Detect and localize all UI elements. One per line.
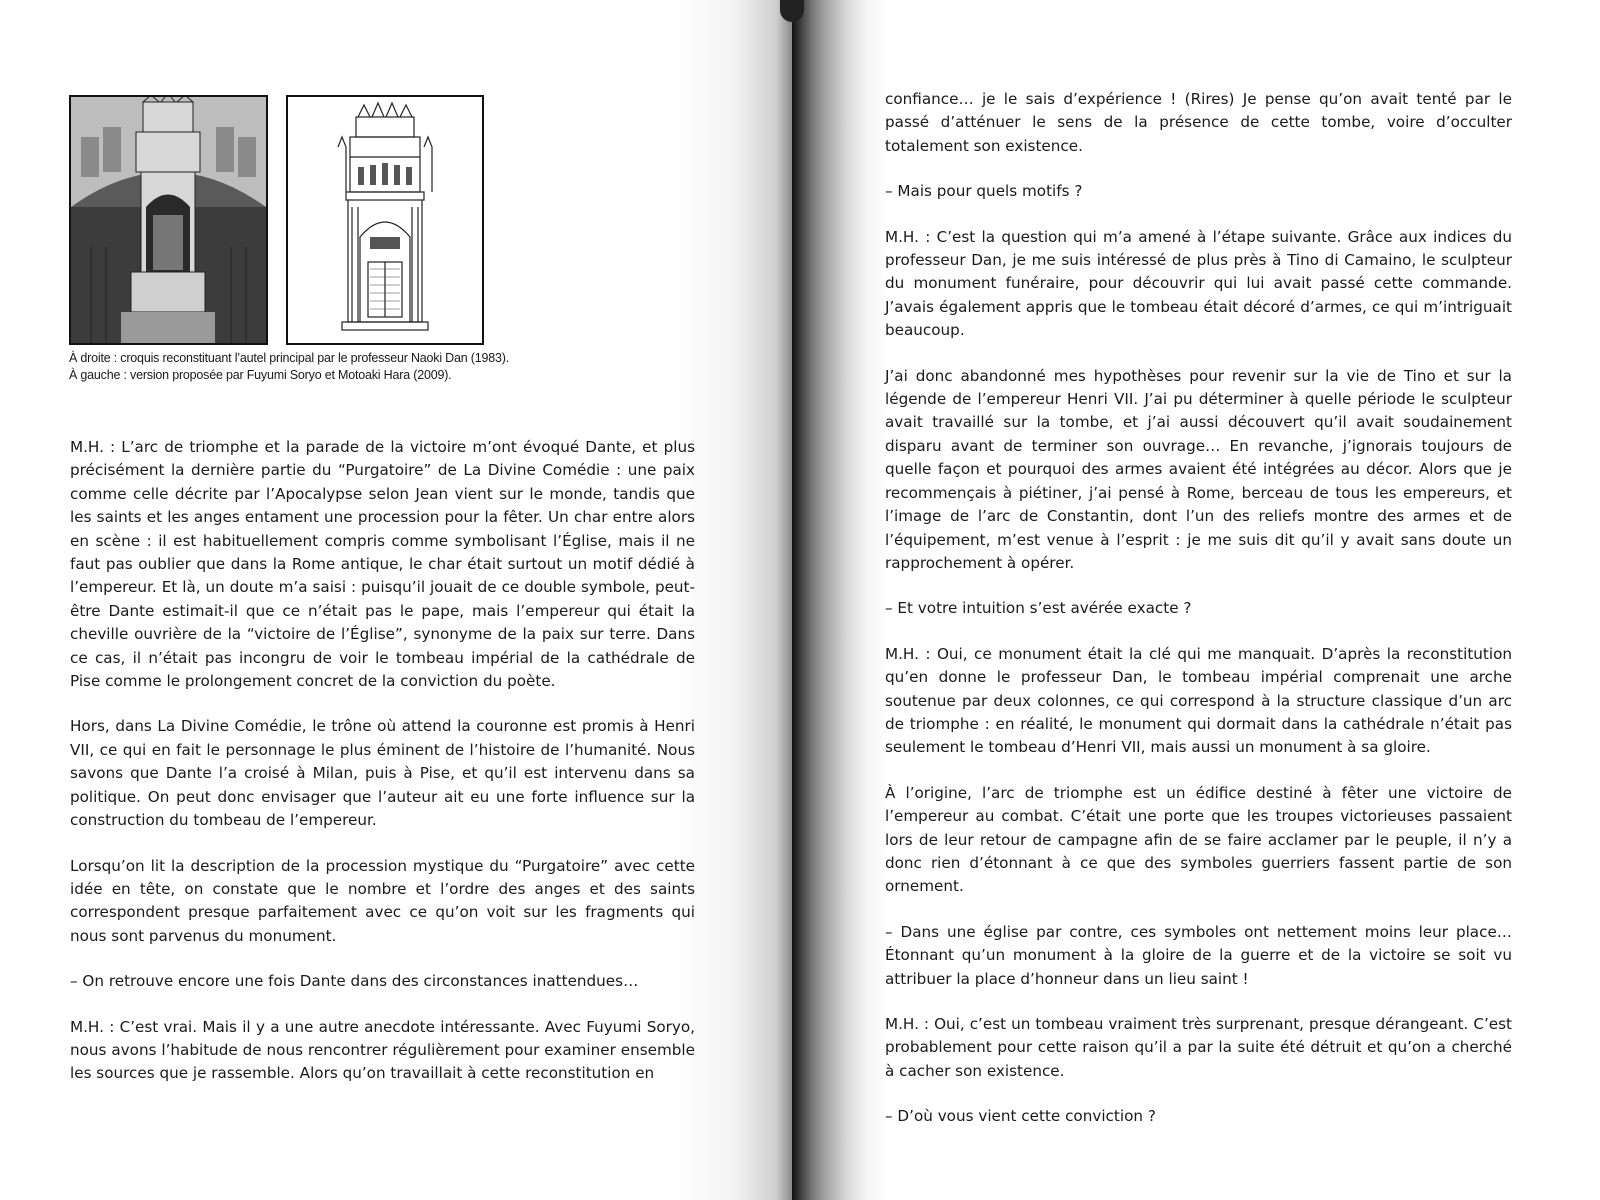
paragraph: Hors, dans La Divine Comédie, le trône où attend la couronne est promis à Henri VII, ce qui en fait le personnage le plus éminent de l’histoire de l’humanité. Nous savons que Dante l’a croisé à Milan, puis à Pise, et qu’il est intervenu dans sa politique. On peut donc envisager que l’auteur ait eu une forte influence sur la construction du tombeau de l’empereur. (70, 717, 695, 830)
altar-photo-figure (69, 95, 268, 345)
altar-sketch-image (288, 97, 482, 343)
altar-photo-image (71, 97, 266, 343)
left-text-column (70, 436, 695, 1108)
paragraph: M.H. : Oui, c’est un tombeau vraiment très surprenant, presque dérangeant. C’est probablement pour cette raison qu’il a par la suite été détruit et qu’on a cherché à cacher son existence. (885, 1015, 1512, 1080)
paragraph: – Mais pour quels motifs ? (885, 182, 1083, 201)
paragraph: – Dans une église par contre, ces symboles ont nettement moins leur place… Étonnant qu’un monument à la gloire de la guerre et de la victoire se soit vu attribuer la place d’honneur dans un lieu saint ! (885, 922, 1512, 988)
caption-line-2: À gauche : version proposée par Fuyumi Soryo et Motoaki Hara (2009). (69, 368, 452, 382)
paragraph: – Et votre intuition s’est avérée exacte ? (885, 599, 1192, 618)
paragraph: confiance… je le sais d’expérience ! (Rires) Je pense qu’on avait tenté par le passé d’atténuer le sens de la présence de cette tombe, voire d’occulter totalement son existence. (885, 90, 1512, 155)
figure-caption (69, 350, 629, 384)
paragraph: M.H. : C’est la question qui m’a amené à l’étape suivante. Grâce aux indices du professeur Dan, je me suis intéressé de plus près à Tino di Camaino, le sculpteur du monument funéraire, pour découvrir qui lui avait passé cette commande. J’avais également appris que le tombeau était décoré d’armes, ce qui m’intriguait beaucoup. (885, 227, 1512, 340)
paragraph: – On retrouve encore une fois Dante dans des circonstances inattendues… (70, 972, 639, 991)
paragraph: Lorsqu’on lit la description de la procession mystique du “Purgatoire” avec cette idée en tête, on constate que le nombre et l’ordre des anges et des saints correspondent presque parfaitement avec ce qu’on voit sur les fragments qui nous sont parvenus du monument. (70, 856, 695, 945)
paragraph: – D’où vous vient cette conviction ? (885, 1107, 1156, 1126)
paragraph: À l’origine, l’arc de triomphe est un édifice destiné à fêter une victoire de l’empereur au combat. C’était une porte que les troupes victorieuses passaient lors de leur retour de campagne afin de se faire acclamer par le peuple, il n’y a donc rien d’étonnant à ce que des symboles guerriers fassent partie de son ornement. (885, 783, 1512, 896)
paragraph: M.H. : Oui, ce monument était la clé qui me manquait. D’après la reconstitution qu’en donne le professeur Dan, le tombeau impérial comprenait une arche soutenue par deux colonnes, ce qui correspond à la structure classique d’un arc de triomphe : en réalité, le monument qui dormait dans la cathédrale n’était pas seulement le tombeau d’Henri VII, mais aussi un monument à sa gloire. (885, 644, 1512, 757)
paragraph: M.H. : L’arc de triomphe et la parade de la victoire m’ont évoqué Dante, et plus précisément la dernière partie du “Purgatoire” de La Divine Comédie : une paix comme celle décrite par l’Apocalypse selon Jean vient sur le monde, tandis que les saints et les anges entament une procession pour la fêter. Un char entre alors en scène : il est habituellement compris comme symbolisant l’Église, mais il ne faut pas oublier que dans la Rome antique, le char était surtout un motif dédié à l’empereur. Et là, un doute m’a saisi : puisqu’il jouait de ce double symbole, peut-être Dante estimait-il que ce n’était pas le pape, mais l’empereur qui était la cheville ouvrière de la “victoire de l’Église”, synonyme de la paix sur terre. Dans ce cas, il n’était pas incongru de voir le tombeau impérial de la cathédrale de Pise comme le prolongement concret de la conviction du poète. (70, 438, 695, 691)
altar-sketch-figure (286, 95, 484, 345)
paragraph: J’ai donc abandonné mes hypothèses pour revenir sur la vie de Tino et sur la légende de l’empereur Henri VII. J’ai pu déterminer à quelle période le sculpteur avait travaillé sur la tombe, et j’ai aussi découvert qu’il avait soudainement disparu avant de terminer son ouvrage… En revanche, j’ignorais toujours de quelle façon et pourquoi des armes avaient été intégrées au décor. Alors que je recommençais à piétiner, j’ai pensé à Rome, berceau de tous les empereurs, et l’image de l’arc de Constantin, dont l’un des reliefs montre des armes et de l’équipement, m’est venue à l’esprit : je me suis dit qu’il y avait sans doute un rapprochement à opérer. (885, 366, 1512, 572)
right-text-column (885, 88, 1512, 1151)
caption-line-1: À droite : croquis reconstituant l’autel principal par le professeur Naoki Dan (1983). (69, 351, 509, 365)
paragraph: M.H. : C’est vrai. Mais il y a une autre anecdote intéressante. Avec Fuyumi Soryo, nous avons l’habitude de nous rencontrer régulièrement pour examiner ensemble les sources que je rassemble. Alors qu’on travaillait à cette reconstitution en (70, 1017, 695, 1083)
